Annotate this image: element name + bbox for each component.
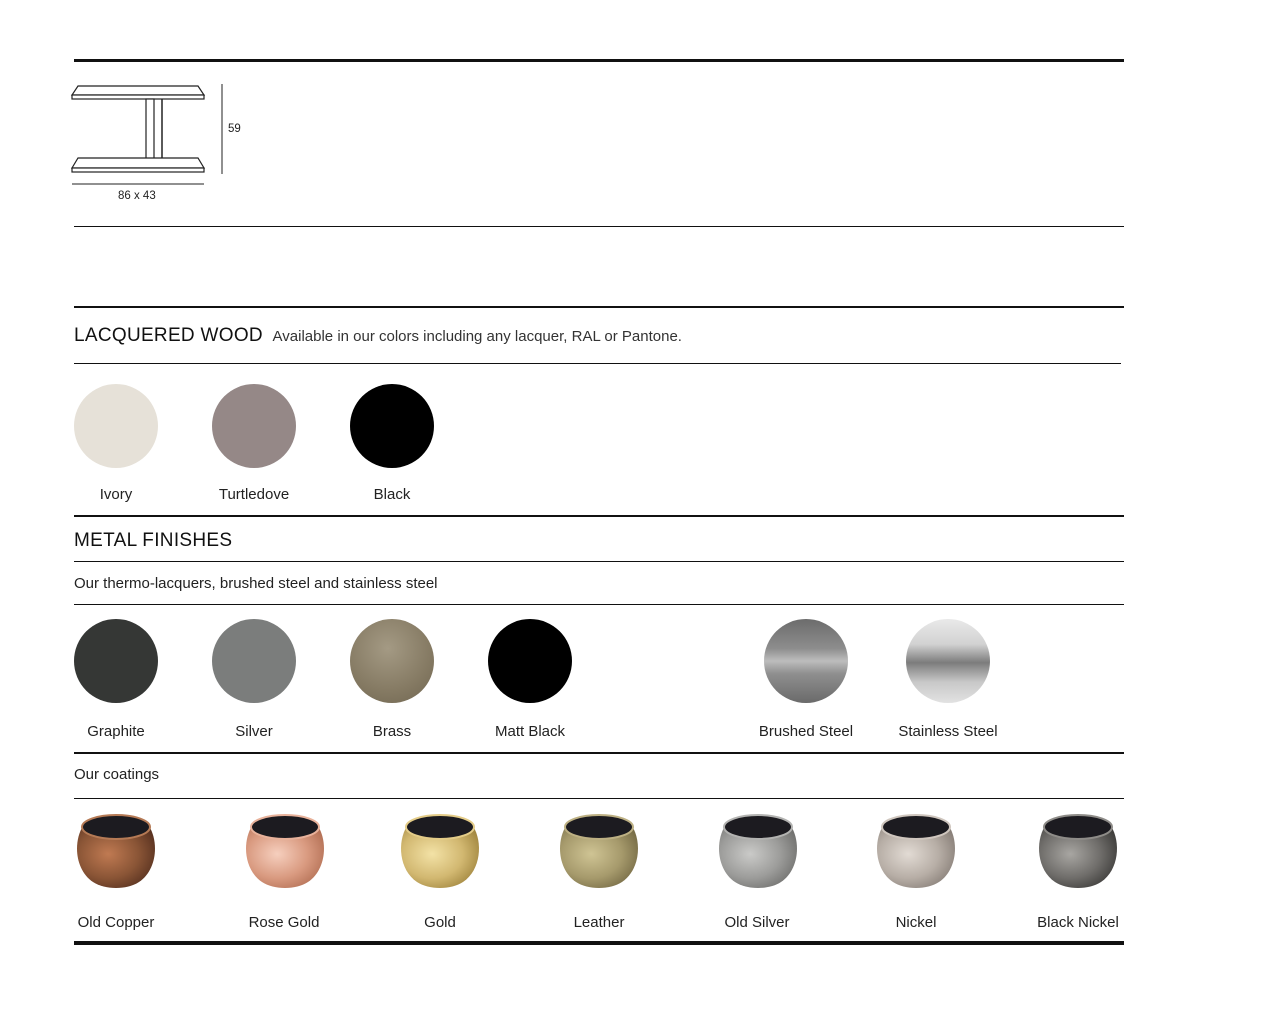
coating-label-rose-gold: Rose Gold [248,914,320,931]
swatch-silver [212,619,296,703]
coating-label-leather: Leather [573,914,625,931]
dimension-bottom-rule [74,226,1124,227]
coating-nickel-bowl [873,812,959,890]
coating-label-old-silver: Old Silver [724,914,790,931]
coatings-subtitle-rule [74,798,1124,799]
coating-gold-bowl [397,812,483,890]
swatch-ivory [74,384,158,468]
lacquered-top-rule [74,306,1124,308]
swatch-graphite [74,619,158,703]
metal-finishes-title: METAL FINISHES [74,530,233,551]
swatch-label-silver: Silver [235,723,273,740]
coatings-top-rule [74,752,1124,754]
bottom-rule [74,941,1124,945]
coating-label-gold: Gold [424,914,456,931]
coating-old-silver-bowl [715,812,801,890]
metal-finishes-subtitle: Our thermo-lacquers, brushed steel and stainless steel [74,575,438,592]
swatch-label-graphite: Graphite [87,723,145,740]
lacquered-title-rule [74,363,1121,364]
lacquered-wood-heading: LACQUERED WOOD [74,325,263,346]
lacquered-wood-note: Available in our colors including any lacquer, RAL or Pantone. [272,328,682,345]
coating-label-black-nickel: Black Nickel [1037,914,1119,931]
swatch-brushed-steel [764,619,848,703]
metal-subtitle-rule [74,604,1124,605]
swatch-label-black: Black [373,486,411,503]
swatch-label-brass: Brass [372,723,412,740]
metal-top-rule [74,515,1124,517]
swatch-label-ivory: Ivory [99,486,133,503]
coating-leather-bowl [556,812,642,890]
coating-old-copper-bowl [73,812,159,890]
coating-label-old-copper: Old Copper [77,914,155,931]
swatch-turtledove [212,384,296,468]
table-dimension-drawing [70,80,250,190]
metal-title-rule [74,561,1124,562]
swatch-label-brushed-steel: Brushed Steel [758,723,854,740]
top-rule [74,59,1124,62]
height-label: 59 [228,123,241,135]
coating-label-nickel: Nickel [895,914,937,931]
coating-black-nickel-bowl [1035,812,1121,890]
coating-rose-gold-bowl [242,812,328,890]
swatch-label-matt-black: Matt Black [494,723,566,740]
swatch-stainless-steel [906,619,990,703]
footprint-label: 86 x 43 [118,190,156,202]
swatch-matt-black [488,619,572,703]
lacquered-wood-title [74,325,682,347]
swatch-black [350,384,434,468]
swatch-label-turtledove: Turtledove [218,486,290,503]
coatings-subtitle: Our coatings [74,766,160,783]
swatch-label-stainless-steel: Stainless Steel [898,723,998,740]
swatch-brass [350,619,434,703]
